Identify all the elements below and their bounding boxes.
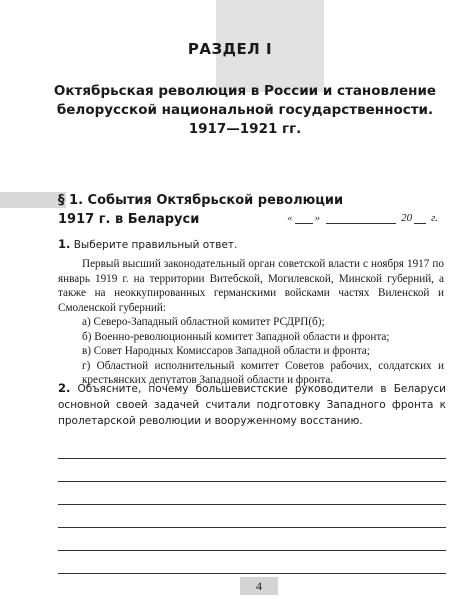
answer-line[interactable] bbox=[58, 459, 446, 482]
task-1-header bbox=[58, 236, 444, 253]
task-1-option-b[interactable]: б) Военно-революционный комитет Западной области и фронта; bbox=[82, 330, 390, 343]
answer-line[interactable] bbox=[58, 551, 446, 574]
answer-line[interactable] bbox=[58, 436, 446, 459]
task-1-option-c[interactable]: в) Совет Народных Комиссаров Западной области и фронта; bbox=[82, 345, 370, 357]
paragraph-heading-line-1: § 1. События Октябрьской революции bbox=[58, 193, 344, 208]
date-open-quote: « bbox=[287, 212, 293, 224]
task-1-instruction: Выберите правильный ответ. bbox=[73, 239, 238, 251]
chapter-title bbox=[40, 82, 450, 139]
task-1-option-d[interactable]: г) Областной исполнительный комитет Советов рабочих, солдатских и крестьянских депутатов Западной области и фронта. bbox=[82, 359, 444, 386]
date-day-blank[interactable] bbox=[295, 213, 313, 224]
task-2 bbox=[58, 380, 446, 429]
date-field[interactable] bbox=[287, 212, 438, 224]
task-1-question: Первый высший законодательный орган советской власти с ноября 1917 по январь 1919 г. на территории Витебской, Могилевской, Минской губерний, а также на неоккупированных германскими войсками частях Виленской и Смоленской губерний: bbox=[58, 258, 444, 314]
task-1-option-a[interactable]: а) Северо-Западный областной комитет РСДРП(б); bbox=[82, 316, 325, 328]
task-2-number: 2. bbox=[58, 381, 71, 395]
answer-line[interactable] bbox=[58, 528, 446, 551]
date-month-blank[interactable] bbox=[326, 213, 396, 224]
task-2-instruction: Объясните, почему большевистские руководители в Беларуси основной своей задачей считали подготовку Западного фронта к пролетарской революции и вооруженному восстанию. bbox=[58, 383, 446, 427]
task-1 bbox=[58, 236, 444, 404]
task-2-text bbox=[58, 380, 446, 429]
task-1-number: 1. bbox=[58, 237, 71, 251]
task-1-options bbox=[58, 315, 444, 388]
chapter-title-line-1: Октябрьская революция в России и становление bbox=[53, 83, 437, 99]
paragraph-heading-line-2: 1917 г. в Беларуси bbox=[58, 212, 200, 227]
section-label: РАЗДЕЛ I bbox=[187, 40, 273, 58]
page-number: 4 bbox=[240, 577, 278, 595]
answer-line[interactable] bbox=[58, 482, 446, 505]
date-close-quote: » bbox=[314, 212, 321, 224]
answer-line[interactable] bbox=[58, 505, 446, 528]
date-year-suffix: г. bbox=[431, 212, 438, 224]
chapter-title-line-3: 1917—1921 гг. bbox=[188, 121, 302, 137]
paragraph-marker-band bbox=[0, 192, 66, 208]
chapter-title-line-2: белорусской национальной государственности. bbox=[56, 102, 434, 118]
date-year-blank[interactable] bbox=[414, 213, 426, 224]
date-year-prefix: 20 bbox=[401, 212, 413, 224]
answer-lines[interactable] bbox=[58, 436, 446, 574]
